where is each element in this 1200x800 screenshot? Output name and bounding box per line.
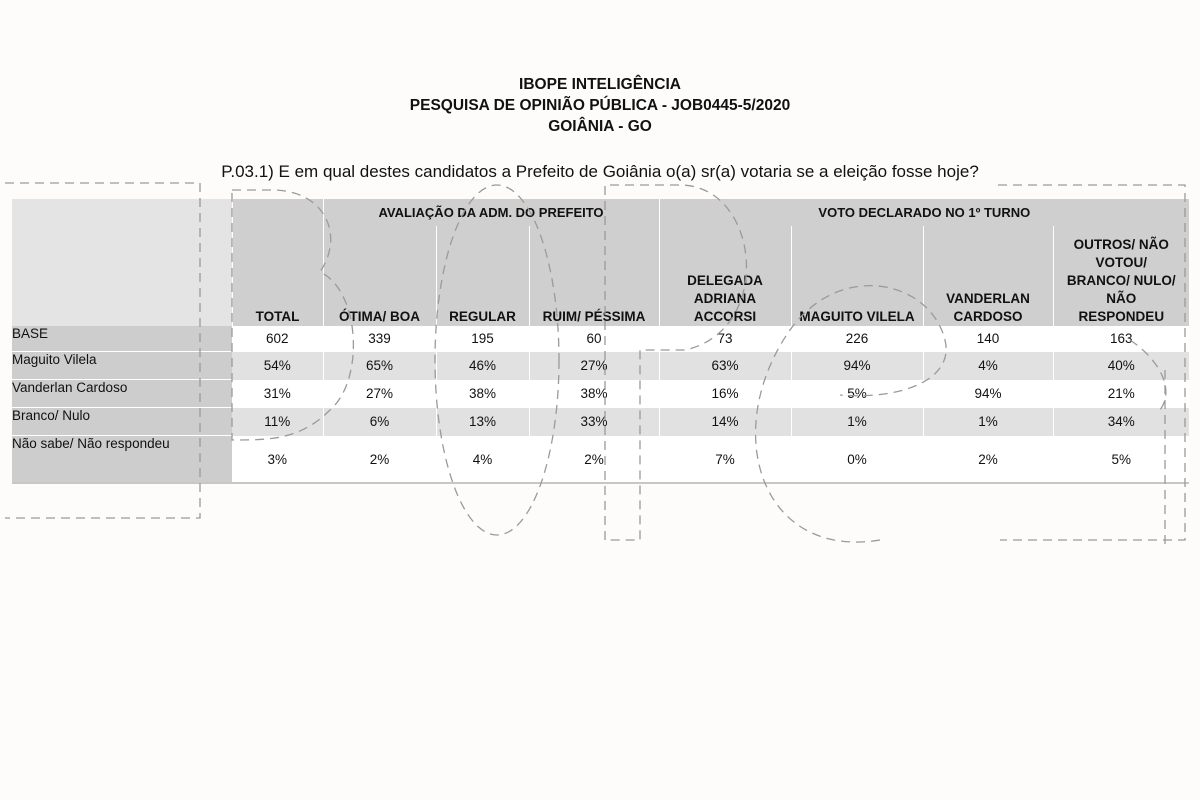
table-cell: 46% (436, 352, 529, 380)
corner-cell (12, 199, 232, 326)
table-row (12, 352, 1189, 380)
table-cell: 2% (323, 436, 436, 483)
column-header: RUIM/ PÉSSIMA (529, 226, 659, 326)
table-cell: 40% (1053, 352, 1189, 380)
header-line-1: IBOPE INTELIGÊNCIA (519, 76, 681, 93)
table-cell: 73 (659, 326, 791, 352)
table-cell: 94% (923, 380, 1053, 408)
table-cell: 31% (232, 380, 323, 408)
table-cell: 4% (923, 352, 1053, 380)
row-label: Vanderlan Cardoso (12, 380, 232, 408)
table-cell: 21% (1053, 380, 1189, 408)
table-cell: 3% (232, 436, 323, 483)
column-header: REGULAR (436, 226, 529, 326)
report-header (0, 74, 1200, 137)
table-cell: 140 (923, 326, 1053, 352)
table-cell: 6% (323, 408, 436, 436)
survey-table (12, 199, 1189, 484)
group-header-evaluation: AVALIAÇÃO DA ADM. DO PREFEITO (323, 199, 659, 226)
column-header: MAGUITO VILELA (791, 226, 923, 326)
table-cell: 602 (232, 326, 323, 352)
header-line-3: GOIÂNIA - GO (548, 118, 652, 135)
table-row (12, 380, 1189, 408)
table-cell: 11% (232, 408, 323, 436)
header-line-2: PESQUISA DE OPINIÃO PÚBLICA - JOB0445-5/2020 (409, 97, 791, 114)
column-header: VANDERLAN CARDOSO (923, 226, 1053, 326)
table-cell: 5% (791, 380, 923, 408)
table-row (12, 326, 1189, 352)
table-cell: 339 (323, 326, 436, 352)
table-cell: 54% (232, 352, 323, 380)
row-label: Branco/ Nulo (12, 408, 232, 436)
group-header-first-round: VOTO DECLARADO NO 1º TURNO (659, 199, 1189, 226)
table-cell: 163 (1053, 326, 1189, 352)
table-cell: 33% (529, 408, 659, 436)
question-text: P.03.1) E em qual destes candidatos a Prefeito de Goiânia o(a) sr(a) votaria se a eleição fosse hoje? (221, 162, 979, 181)
column-header: TOTAL (232, 226, 323, 326)
table-cell: 60 (529, 326, 659, 352)
table-cell: 38% (436, 380, 529, 408)
table-cell: 2% (923, 436, 1053, 483)
table-cell: 13% (436, 408, 529, 436)
table-cell: 27% (323, 380, 436, 408)
table-cell: 226 (791, 326, 923, 352)
row-label: BASE (12, 326, 232, 352)
column-header: DELEGADA ADRIANA ACCORSI (659, 226, 791, 326)
column-header: ÓTIMA/ BOA (323, 226, 436, 326)
table-row (12, 436, 1189, 483)
table-cell: 16% (659, 380, 791, 408)
table-cell: 4% (436, 436, 529, 483)
table-cell: 34% (1053, 408, 1189, 436)
table-cell: 1% (791, 408, 923, 436)
table-cell: 38% (529, 380, 659, 408)
table-cell: 63% (659, 352, 791, 380)
column-header: OUTROS/ NÃO VOTOU/ BRANCO/ NULO/ NÃO RESPONDEU (1053, 226, 1189, 326)
table-cell: 27% (529, 352, 659, 380)
table-cell: 195 (436, 326, 529, 352)
row-label: Não sabe/ Não respondeu (12, 436, 232, 483)
table-cell: 7% (659, 436, 791, 483)
table-cell: 14% (659, 408, 791, 436)
group-header-row (12, 199, 1189, 226)
table-cell: 2% (529, 436, 659, 483)
table-cell: 0% (791, 436, 923, 483)
table-row (12, 408, 1189, 436)
table-cell: 94% (791, 352, 923, 380)
table-cell: 65% (323, 352, 436, 380)
row-label: Maguito Vilela (12, 352, 232, 380)
table-cell: 5% (1053, 436, 1189, 483)
table-cell: 1% (923, 408, 1053, 436)
